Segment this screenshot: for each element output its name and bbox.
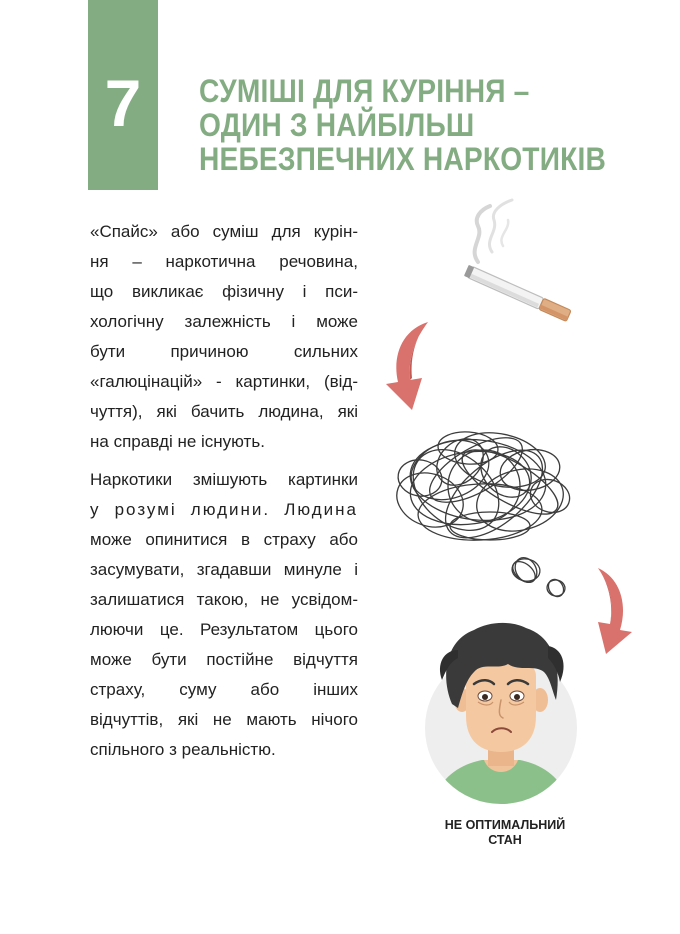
text-line: «галюцінацій» - картинки, (від-: [90, 372, 358, 391]
arrow-down-icon: [598, 568, 632, 654]
title-line: НЕБЕЗПЕЧНИХ НАРКОТИКІВ: [199, 141, 606, 177]
state-caption-line: НЕ ОПТИМАЛЬНИЙ: [444, 818, 566, 832]
text-line: у розумі людини. Людина: [90, 500, 358, 519]
text-line: люючи це. Результатом цього: [90, 620, 358, 639]
text-line: що викликає фізичну і пси-: [90, 282, 358, 301]
text-line: залишатися такою, не усвідом-: [90, 590, 358, 609]
text-line: може бути постійне відчуття: [90, 650, 358, 669]
text-line: ня – наркотична речовина,: [90, 252, 358, 271]
text-line: може опинитися в страху або: [90, 530, 358, 549]
section-number: 7: [104, 66, 142, 140]
text-line: на справді не існують.: [90, 432, 265, 451]
text-line: страху, суму або інших: [90, 680, 358, 699]
text-line: Наркотики змішують картинки: [90, 470, 358, 489]
text-line: відчуттів, які не мають нічого: [90, 710, 358, 729]
text-line: чуття), які бачить людина, які: [90, 402, 358, 421]
state-caption: [420, 818, 590, 848]
text-line: спільного з реальністю.: [90, 740, 276, 759]
text-line: хологічну залежність і може: [90, 312, 358, 331]
state-caption-line: СТАН: [488, 833, 522, 847]
sad-person-icon: [425, 623, 577, 820]
scribble-cloud-icon: [389, 425, 574, 599]
text-line: «Спайс» або суміш для курін-: [90, 222, 358, 241]
title-line: ОДИН З НАЙБІЛЬШ: [199, 107, 475, 143]
title-line: СУМІШІ ДЛЯ КУРІННЯ –: [199, 73, 530, 109]
text-line: засумувати, згадавши минуле і: [90, 560, 358, 579]
text-line: бути причиною сильних: [90, 342, 358, 361]
cigarette-icon: [464, 200, 571, 321]
arrow-down-icon: [386, 322, 428, 410]
